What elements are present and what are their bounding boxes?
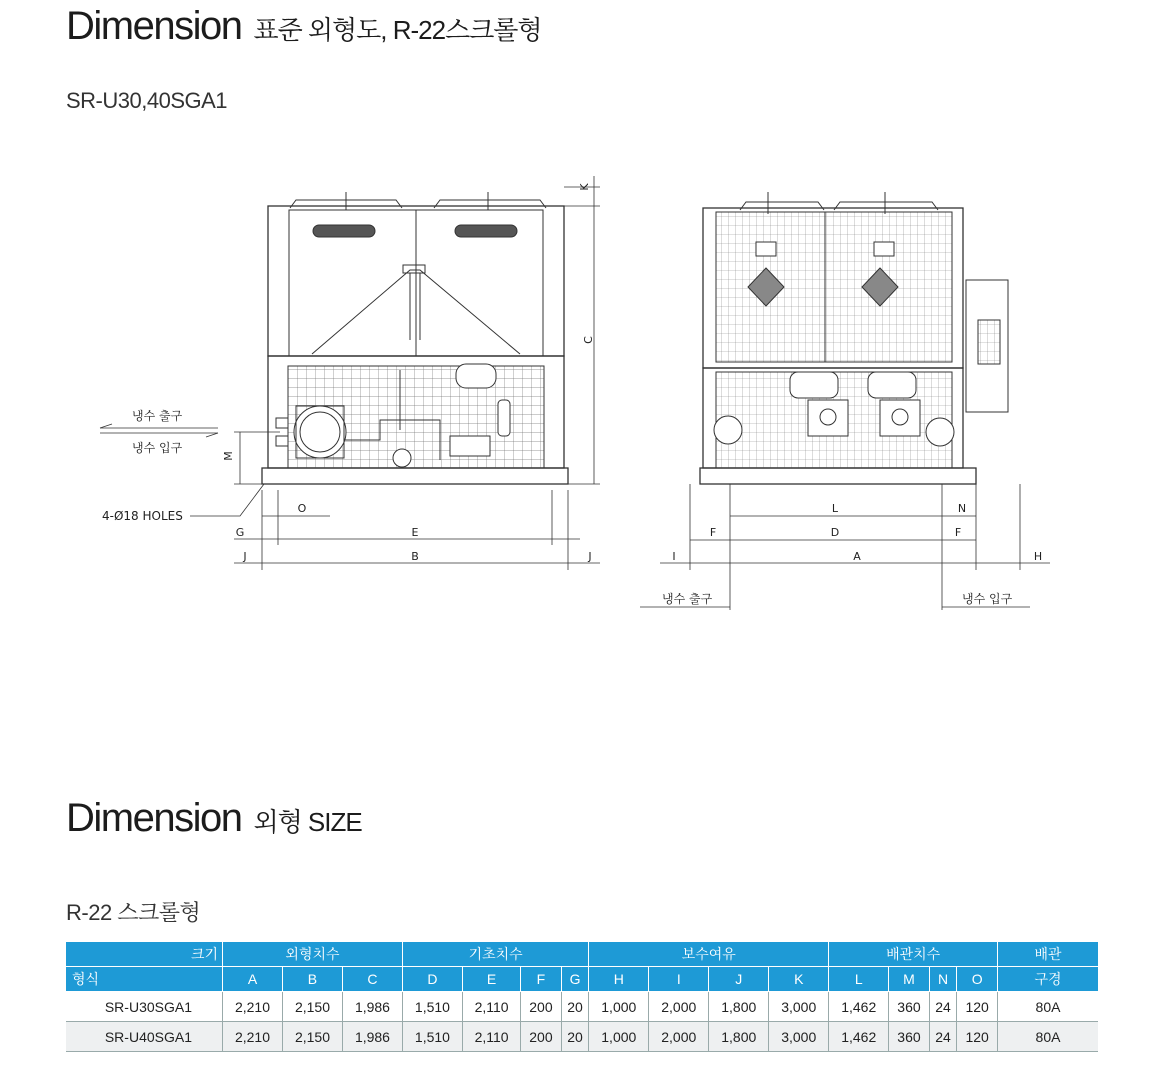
cell: 3,000 — [769, 1022, 829, 1052]
cell: 2,110 — [462, 1022, 520, 1052]
dimension-table — [66, 942, 1098, 1052]
cell: 20 — [561, 992, 589, 1022]
group-service: 보수여유 — [589, 942, 829, 967]
group-piping: 배관치수 — [829, 942, 998, 967]
left-outlet-label: 냉수 출구 — [132, 409, 183, 423]
cell: 1,986 — [342, 992, 402, 1022]
cell: 360 — [889, 992, 930, 1022]
col-h: H — [589, 967, 649, 992]
dim-f-right: F — [954, 526, 962, 539]
cell: 1,000 — [589, 992, 649, 1022]
col-a: A — [223, 967, 283, 992]
col-m: M — [889, 967, 930, 992]
model-label: SR-U30,40SGA1 — [66, 88, 228, 113]
cell: 1,510 — [402, 992, 462, 1022]
fan-right — [434, 200, 546, 208]
cell: 2,150 — [282, 1022, 342, 1052]
dim-n: N — [957, 502, 967, 515]
table-col-row — [66, 967, 1098, 992]
cell: 2,210 — [223, 1022, 283, 1052]
cell: 2,150 — [282, 992, 342, 1022]
col-b: B — [282, 967, 342, 992]
side-labels — [662, 502, 1042, 606]
cell: 1,462 — [829, 992, 889, 1022]
col-e: E — [462, 967, 520, 992]
dim-f-left: F — [709, 526, 717, 539]
col-i: I — [649, 967, 709, 992]
title-subtitle: 표준 외형도, R-22스크롤형 — [253, 15, 542, 45]
cell: 200 — [521, 992, 562, 1022]
refrigerant-label: R-22 스크롤형 — [66, 900, 201, 925]
left-inlet-label: 냉수 입구 — [132, 441, 183, 455]
col-f: F — [521, 967, 562, 992]
group-base: 기초치수 — [402, 942, 588, 967]
col-k: K — [769, 967, 829, 992]
dim-b: B — [411, 550, 419, 563]
dim-a: A — [853, 550, 861, 563]
group-pipe: 배관 — [998, 942, 1099, 967]
cell: 1,986 — [342, 1022, 402, 1052]
size-title-subtitle: 외형 SIZE — [253, 807, 362, 837]
group-outer: 외형치수 — [223, 942, 403, 967]
cell: 1,800 — [709, 1022, 769, 1052]
left-flow-arrows — [100, 424, 218, 437]
dim-c: C — [582, 336, 595, 344]
cell: 2,210 — [223, 992, 283, 1022]
col-c: C — [342, 967, 402, 992]
row-model: SR-U40SGA1 — [66, 1022, 223, 1052]
cell: 1,462 — [829, 1022, 889, 1052]
dim-e: E — [411, 526, 419, 539]
dim-o: O — [297, 502, 307, 515]
cell: 120 — [957, 1022, 998, 1052]
dim-k: K — [578, 183, 591, 191]
size-title — [66, 796, 362, 841]
right-inlet-label: 냉수 입구 — [962, 592, 1013, 606]
cell: 24 — [929, 992, 957, 1022]
dim-h: H — [1033, 550, 1043, 563]
cell: 1,510 — [402, 1022, 462, 1052]
size-title-dimension: Dimension — [66, 796, 242, 840]
cell: 1,800 — [709, 992, 769, 1022]
cell: 2,110 — [462, 992, 520, 1022]
dim-l: L — [831, 502, 839, 515]
col-d: D — [402, 967, 462, 992]
table-row — [66, 992, 1098, 1022]
dim-g: G — [235, 526, 245, 539]
dim-j-right: J — [588, 550, 592, 563]
cell: 2,000 — [649, 992, 709, 1022]
col-j: J — [709, 967, 769, 992]
corner-size: 크기 — [66, 942, 223, 967]
cell: 80A — [998, 992, 1099, 1022]
side-view — [700, 192, 1008, 484]
right-outlet-label: 냉수 출구 — [662, 592, 713, 606]
table-group-row — [66, 942, 1098, 967]
cell: 2,000 — [649, 1022, 709, 1052]
dim-d: D — [830, 526, 840, 539]
cell: 20 — [561, 1022, 589, 1052]
corner-model: 형식 — [66, 967, 223, 992]
dim-j-left: J — [243, 550, 247, 563]
dim-i: I — [672, 550, 676, 563]
col-o: O — [957, 967, 998, 992]
holes-label: 4-Ø18 HOLES — [102, 509, 183, 523]
cell: 3,000 — [769, 992, 829, 1022]
cell: 200 — [521, 1022, 562, 1052]
dim-m: M — [222, 451, 235, 461]
cell: 1,000 — [589, 1022, 649, 1052]
cell: 80A — [998, 1022, 1099, 1052]
row-model: SR-U30SGA1 — [66, 992, 223, 1022]
front-view — [262, 192, 568, 484]
cell: 360 — [889, 1022, 930, 1052]
col-pipe-size: 구경 — [998, 967, 1099, 992]
table-row — [66, 1022, 1098, 1052]
col-l: L — [829, 967, 889, 992]
cell: 24 — [929, 1022, 957, 1052]
col-g: G — [561, 967, 589, 992]
col-n: N — [929, 967, 957, 992]
cell: 120 — [957, 992, 998, 1022]
title-dimension: Dimension — [66, 4, 242, 48]
